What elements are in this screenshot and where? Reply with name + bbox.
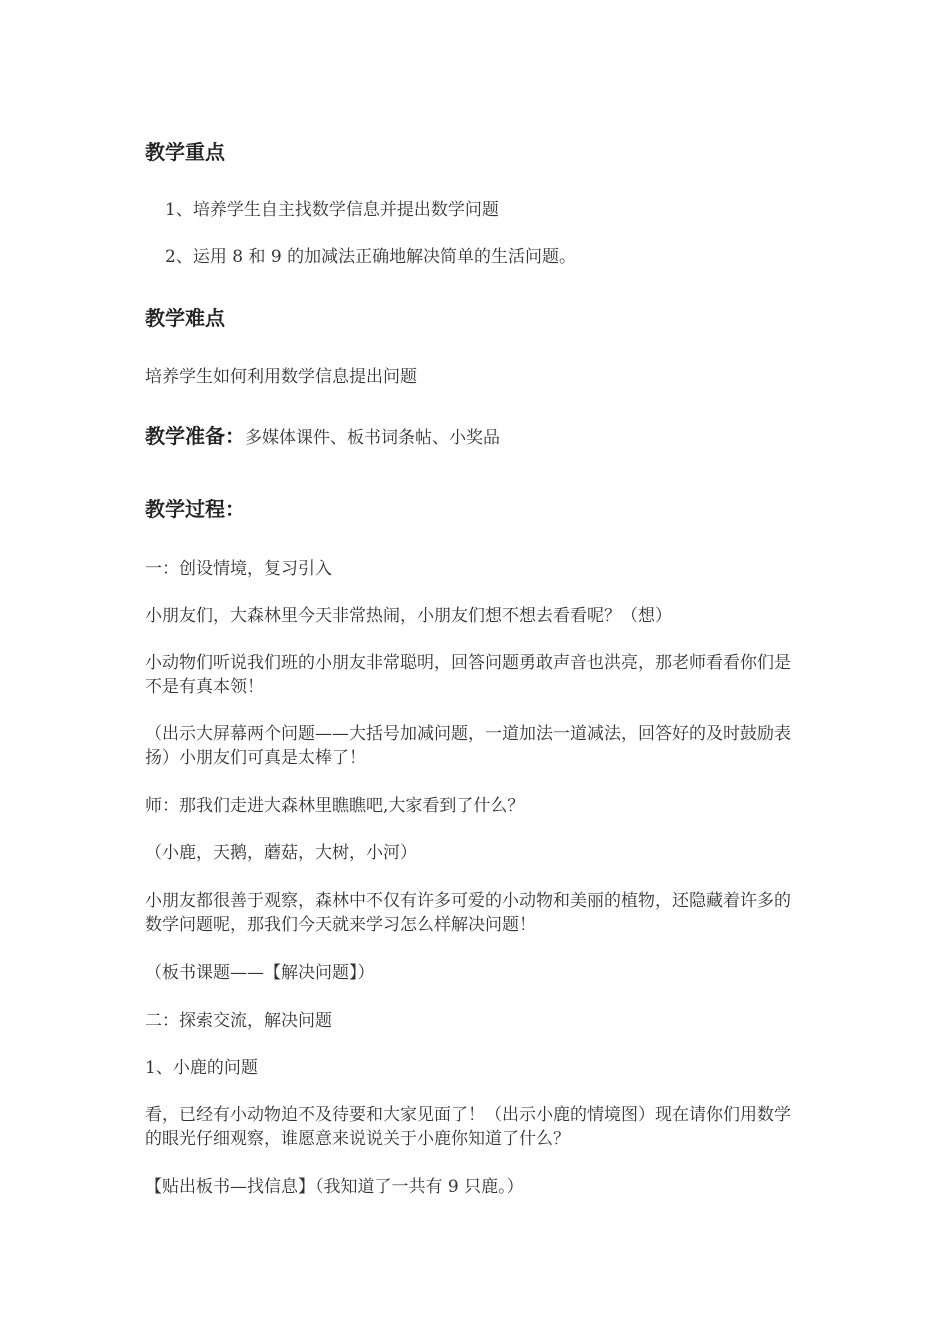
process-heading: 教学过程： — [145, 497, 245, 521]
process-paragraph: （板书课题——【解决问题】） — [145, 963, 375, 983]
process-paragraph: 小动物们听说我们班的小朋友非常聪明，回答问题勇敢声音也洪亮，那老师看看你们是不是有真本领！ — [145, 653, 791, 697]
process-subsection-title: 1、小鹿的问题 — [145, 1058, 258, 1078]
key-point-item-1: 1、培养学生自主找数学信息并提出数学问题 — [165, 200, 499, 220]
key-point-item-2: 2、运用 8 和 9 的加减法正确地解决简单的生活问题。 — [165, 247, 577, 267]
process-paragraph: 师：那我们走进大森林里瞧瞧吧,大家看到了什么？ — [145, 796, 525, 816]
process-paragraph: 看，已经有小动物迫不及待要和大家见面了！（出示小鹿的情境图）现在请你们用数学的眼光仔细观察，谁愿意来说说关于小鹿你知道了什么？ — [145, 1105, 791, 1149]
process-paragraph: （小鹿，天鹅，蘑菇，大树，小河） — [145, 843, 417, 863]
process-paragraph: 小朋友都很善于观察，森林中不仅有许多可爱的小动物和美丽的植物，还隐藏着许多的数学问题呢，那我们今天就来学习怎么样解决问题！ — [145, 891, 791, 935]
process-paragraph: （出示大屏幕两个问题——大括号加减问题，一道加法一道减法，回答好的及时鼓励表扬）小朋友们可真是太棒了！ — [145, 724, 791, 768]
preparation-heading: 教学准备： — [145, 424, 245, 448]
preparation-line — [145, 424, 805, 450]
preparation-text: 多媒体课件、板书词条帖、小奖品 — [245, 428, 500, 448]
process-paragraph: 【贴出板书—找信息】（我知道了一共有 9 只鹿。） — [145, 1177, 524, 1197]
process-step-one-title: 一：创设情境，复习引入 — [145, 559, 332, 579]
process-paragraph: 小朋友们，大森林里今天非常热闹，小朋友们想不想去看看呢？（想） — [145, 606, 672, 626]
key-points-heading: 教学重点 — [145, 140, 225, 164]
process-step-two-title: 二：探索交流，解决问题 — [145, 1011, 332, 1031]
difficulty-text: 培养学生如何利用数学信息提出问题 — [145, 367, 417, 387]
difficulty-heading: 教学难点 — [145, 306, 225, 330]
